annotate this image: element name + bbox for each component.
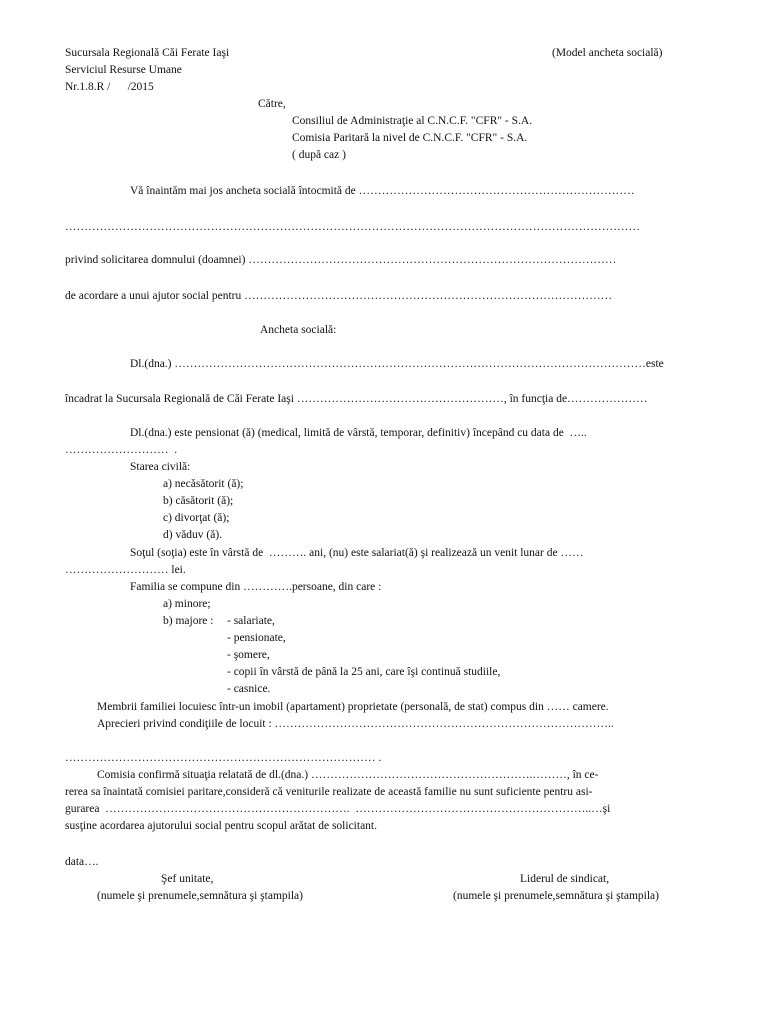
adult-item: - copii în vârstă de până la 25 ani, care îşi continuă studiile,: [227, 666, 501, 678]
adult-item: - casnice.: [227, 683, 271, 695]
header-department: Serviciul Resurse Umane: [65, 64, 182, 76]
living-conditions-blank: ……………………………………………………………………… .: [65, 752, 382, 764]
intro-line-3: privind solicitarea domnului (doamnei) ……………………………………………………………………………………: [65, 254, 617, 266]
adult-item: - salariate,: [227, 615, 275, 627]
pension-line-1: Dl.(dna.) este pensionat (ă) (medical, limită de vârstă, temporar, definitiv) începând cu data de …..: [130, 427, 587, 439]
civil-status-label: Starea civilă:: [130, 461, 191, 473]
civil-status-d: d) văduv (ă).: [163, 529, 223, 541]
addressee-catre: Către,: [258, 98, 286, 110]
family-line: Familia se compune din ………….persoane, din care :: [130, 581, 382, 593]
intro-line-4: de acordare a unui ajutor social pentru ……………………………………………………………………………………: [65, 290, 613, 302]
adult-item: - şomere,: [227, 649, 270, 661]
civil-status-b: b) căsătorit (ă);: [163, 495, 234, 507]
pension-line-2: ……………………… .: [65, 444, 178, 456]
unit-head-title: Şef unitate,: [161, 873, 214, 885]
date-field: data….: [65, 856, 99, 868]
commission-line-3: gurarea ………………………………………………………. ……………………………………………………..…şi: [65, 803, 611, 815]
union-leader-title: Liderul de sindicat,: [520, 873, 610, 885]
section-title: Ancheta socială:: [260, 324, 337, 336]
header-org: Sucursala Regională Căi Ferate Iaşi: [65, 47, 230, 59]
civil-status-c: c) divorţat (ă);: [163, 512, 230, 524]
commission-line-2: rerea sa înaintată comisiei paritare,consideră că veniturile realizate de această familie nu sunt suficiente pentru asi-: [65, 786, 593, 798]
commission-line-1: Comisia confirmă situaţia relatată de dl.(dna.) ………………………………………………….………, în ce-: [97, 769, 599, 781]
addressee-line-1: Consiliul de Administraţie al C.N.C.F. "CFR" - S.A.: [292, 115, 533, 127]
family-minors: a) minore;: [163, 598, 211, 610]
spouse-line-1: Soţul (soţia) este în vârstă de ………. ani, (nu) este salariat(ă) şi realizează un venit lunar de ……: [130, 547, 584, 559]
adult-item: - pensionate,: [227, 632, 286, 644]
commission-line-4: susţine acordarea ajutorului social pentru scopul arătat de solicitant.: [65, 820, 377, 832]
intro-line-2: ……………………………………………………………………………………………………………………………………: [65, 221, 640, 233]
living-conditions-line: Aprecieri privind condiţiile de locuit : ……………………………………………………………………………..: [97, 718, 614, 730]
addressee-line-2: Comisia Paritară la nivel de C.N.C.F. "CFR" - S.A.: [292, 132, 528, 144]
intro-line-1: Vă înaintăm mai jos ancheta socială întocmită de ………………………………………………………………: [130, 185, 635, 197]
header-model: (Model ancheta socială): [552, 47, 663, 59]
housing-line: Membrii familiei locuiesc într-un imobil (apartament) proprietate (personală, de stat) compus din …… camere.: [97, 701, 609, 713]
addressee-line-3: ( după caz ): [292, 149, 346, 161]
spouse-line-2: ……………………… lei.: [65, 564, 186, 576]
union-leader-subtitle: (numele şi prenumele,semnătura şi ştampila): [453, 890, 659, 902]
dl-line: Dl.(dna.) ……………………………………………………………………………………………………………este: [130, 358, 664, 370]
header-number: Nr.1.8.R / /2015: [65, 81, 154, 93]
civil-status-a: a) necăsătorit (ă);: [163, 478, 244, 490]
unit-head-subtitle: (numele şi prenumele,semnătura şi ştampila): [97, 890, 303, 902]
family-adults: b) majore :: [163, 615, 214, 627]
employment-line: încadrat la Sucursala Regională de Căi Ferate Iaşi ………………………………………………, în funcţia de…………………: [65, 393, 648, 405]
